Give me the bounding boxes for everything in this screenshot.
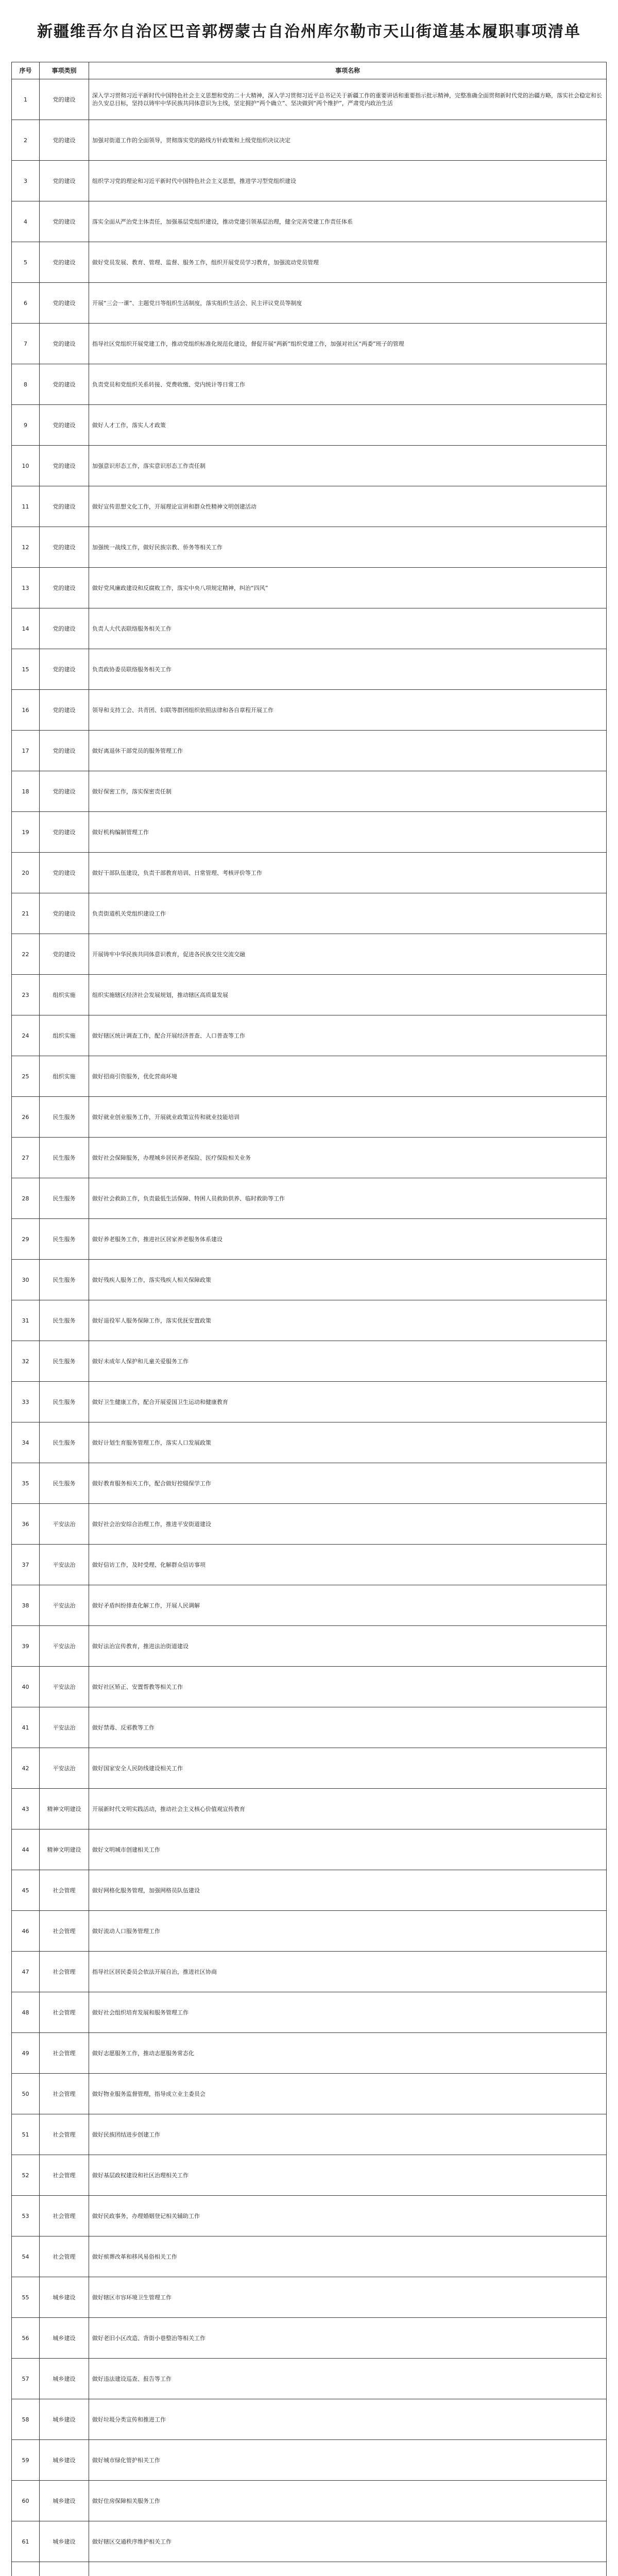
duties-table: [11, 62, 607, 2576]
row-item: 做好矛盾纠纷排查化解工作，开展人民调解: [89, 1585, 607, 1626]
row-item: 做好招商引资服务，优化营商环境: [89, 1056, 607, 1097]
row-category: 民生服务: [40, 1341, 89, 1382]
row-number: 50: [12, 2074, 40, 2114]
row-category: 党的建设: [40, 649, 89, 690]
table-row: [12, 690, 607, 731]
row-category: 民生服务: [40, 1260, 89, 1300]
row-item: 做好住房保障相关服务工作: [89, 2481, 607, 2521]
table-row: [12, 1992, 607, 2033]
row-category: 党的建设: [40, 812, 89, 853]
table-row: [12, 242, 607, 283]
row-item: 做好民族团结进步创建工作: [89, 2114, 607, 2155]
row-number: 26: [12, 1097, 40, 1138]
table-row: [12, 893, 607, 934]
row-number: 30: [12, 1260, 40, 1300]
row-item: 加强意识形态工作，落实意识形态工作责任制: [89, 446, 607, 486]
table-row: [12, 975, 607, 1015]
row-item: 指导社区党组织开展党建工作，推动党组织标准化规范化建设，督促开展“两新”组织党建工作，加强对社区“两委”班子的管理: [89, 324, 607, 364]
table-row: [12, 364, 607, 405]
row-category: 社会管理: [40, 2074, 89, 2114]
row-category: 组织实施: [40, 1056, 89, 1097]
table-row: [12, 161, 607, 201]
row-number: 10: [12, 446, 40, 486]
table-header: [12, 62, 607, 79]
row-category: 城乡建设: [40, 2440, 89, 2481]
row-number: 57: [12, 2359, 40, 2399]
row-category: 精神文明建设: [40, 1789, 89, 1829]
row-item: 做好未成年人保护和儿童关爱服务工作: [89, 1341, 607, 1382]
row-category: 城乡建设: [40, 2359, 89, 2399]
row-number: 9: [12, 405, 40, 446]
row-number: 12: [12, 527, 40, 568]
row-category: 平安法治: [40, 1748, 89, 1789]
row-category: 城乡建设: [40, 2481, 89, 2521]
row-category: 党的建设: [40, 690, 89, 731]
row-category: 党的建设: [40, 120, 89, 161]
table-row: [12, 568, 607, 608]
row-item: 做好干部队伍建设，负责干部教育培训、日常管理、考核评价等工作: [89, 853, 607, 893]
row-category: 组织实施: [40, 1015, 89, 1056]
row-number: 51: [12, 2114, 40, 2155]
table-row: [12, 2033, 607, 2074]
table-row: [12, 2277, 607, 2318]
row-category: 社会管理: [40, 1952, 89, 1992]
row-category: 党的建设: [40, 934, 89, 975]
row-category: 党的建设: [40, 324, 89, 364]
row-category: 民生服务: [40, 1219, 89, 1260]
row-item: 做好教育服务相关工作，配合做好控辍保学工作: [89, 1463, 607, 1504]
row-category: 社会管理: [40, 2114, 89, 2155]
row-category: 平安法治: [40, 1585, 89, 1626]
row-number: 23: [12, 975, 40, 1015]
table-row: [12, 405, 607, 446]
row-number: 2: [12, 120, 40, 161]
row-item: 做好老旧小区改造、背街小巷整治等相关工作: [89, 2318, 607, 2359]
row-number: 42: [12, 1748, 40, 1789]
row-category: 党的建设: [40, 608, 89, 649]
row-item: 负责政协委员联络服务相关工作: [89, 649, 607, 690]
row-item: 做好辖区市容环境卫生管理工作: [89, 2277, 607, 2318]
row-item: 做好志愿服务工作，推动志愿服务常态化: [89, 2033, 607, 2074]
header-row: [12, 62, 607, 79]
row-item: 深入学习贯彻习近平新时代中国特色社会主义思想和党的二十大精神，深入学习贯彻习近平总书记关于新疆工作的重要讲话和重要指示批示精神，完整准确全面贯彻新时代党的治疆方略，落实社会稳定和长治久安总目标，坚持以铸牢中华民族共同体意识为主线，坚定拥护“两个确立”、坚决做到“两个维护”，严肃党内政治生活: [89, 79, 607, 120]
row-number: 47: [12, 1952, 40, 1992]
table-row: [12, 527, 607, 568]
row-number: 33: [12, 1382, 40, 1422]
row-item: 做好就业创业服务工作，开展就业政策宣传和就业技能培训: [89, 1097, 607, 1138]
table-row: [12, 486, 607, 527]
row-category: 平安法治: [40, 1545, 89, 1585]
row-category: 社会管理: [40, 1992, 89, 2033]
row-item: 做好文明城市创建相关工作: [89, 1829, 607, 1870]
row-item: 做好国家安全人民防线建设相关工作: [89, 1748, 607, 1789]
row-item: 做好保密工作，落实保密责任制: [89, 771, 607, 812]
row-item: 做好殡葬改革和移风易俗相关工作: [89, 2236, 607, 2277]
row-item: 做好辖区统计调查工作，配合开展经济普查、人口普查等工作: [89, 1015, 607, 1056]
row-item: 领导和支持工会、共青团、妇联等群团组织依照法律和各自章程开展工作: [89, 690, 607, 731]
table-row: [12, 2440, 607, 2481]
table-row: [12, 1463, 607, 1504]
row-number: 14: [12, 608, 40, 649]
row-number: [12, 2562, 40, 2576]
row-category: 平安法治: [40, 1667, 89, 1707]
row-category: [40, 2562, 89, 2576]
row-number: 58: [12, 2399, 40, 2440]
row-number: 60: [12, 2481, 40, 2521]
row-number: 31: [12, 1300, 40, 1341]
row-category: 党的建设: [40, 527, 89, 568]
row-item: 开展“三会一课”、主题党日等组织生活制度，落实组织生活会、民主评议党员等制度: [89, 283, 607, 324]
row-item: 做好网格化服务管理，加强网格员队伍建设: [89, 1870, 607, 1911]
table-row: [12, 201, 607, 242]
row-number: 13: [12, 568, 40, 608]
row-number: 25: [12, 1056, 40, 1097]
table-row: [12, 283, 607, 324]
row-item: 做好卫生健康工作，配合开展爱国卫生运动和健康教育: [89, 1382, 607, 1422]
row-category: 精神文明建设: [40, 1829, 89, 1870]
row-category: 党的建设: [40, 201, 89, 242]
row-number: 53: [12, 2196, 40, 2236]
row-item: 负责街道机关党组织建设工作: [89, 893, 607, 934]
row-category: 党的建设: [40, 242, 89, 283]
row-item: 做好流动人口服务管理工作: [89, 1911, 607, 1952]
table-row: [12, 120, 607, 161]
row-number: 28: [12, 1178, 40, 1219]
table-row: [12, 2399, 607, 2440]
row-number: 61: [12, 2521, 40, 2562]
table-row: [12, 1422, 607, 1463]
row-number: 1: [12, 79, 40, 120]
row-number: 52: [12, 2155, 40, 2196]
table-row: [12, 1178, 607, 1219]
row-item: 做好养老服务工作，推进社区居家养老服务体系建设: [89, 1219, 607, 1260]
row-number: 38: [12, 1585, 40, 1626]
row-category: 党的建设: [40, 364, 89, 405]
row-number: 16: [12, 690, 40, 731]
row-number: 15: [12, 649, 40, 690]
row-item: 做好民政事务，办理婚姻登记相关辅助工作: [89, 2196, 607, 2236]
row-category: 城乡建设: [40, 2521, 89, 2562]
row-item: 做好人才工作，落实人才政策: [89, 405, 607, 446]
row-number: 36: [12, 1504, 40, 1545]
row-category: 平安法治: [40, 1707, 89, 1748]
table-row: [12, 2074, 607, 2114]
row-item: 做好信访工作，及时受理、化解群众信访事项: [89, 1545, 607, 1585]
row-category: 党的建设: [40, 853, 89, 893]
row-category: 城乡建设: [40, 2399, 89, 2440]
row-item: 做好机构编制管理工作: [89, 812, 607, 853]
row-item: 做好法治宣传教育，推进法治街道建设: [89, 1626, 607, 1667]
row-category: 城乡建设: [40, 2277, 89, 2318]
table-row: [12, 446, 607, 486]
table-row: [12, 2359, 607, 2399]
row-item: 做好计划生育服务管理工作，落实人口发展政策: [89, 1422, 607, 1463]
row-number: 5: [12, 242, 40, 283]
row-item: 做好社会治安综合治理工作，推进平安街道建设: [89, 1504, 607, 1545]
row-item: 做好党风廉政建设和反腐败工作，落实中央八项规定精神，纠治“四风”: [89, 568, 607, 608]
table-row: [12, 771, 607, 812]
table-row: [12, 1911, 607, 1952]
row-number: 34: [12, 1422, 40, 1463]
row-item: 做好垃圾分类宣传和推进工作: [89, 2399, 607, 2440]
header-category: 事项类别: [40, 62, 89, 79]
row-number: 29: [12, 1219, 40, 1260]
table-row: [12, 1870, 607, 1911]
row-category: 平安法治: [40, 1504, 89, 1545]
table-row: [12, 1504, 607, 1545]
row-number: 3: [12, 161, 40, 201]
table-row: [12, 1667, 607, 1707]
row-category: 民生服务: [40, 1422, 89, 1463]
row-category: 组织实施: [40, 975, 89, 1015]
table-row: [12, 1138, 607, 1178]
row-category: 平安法治: [40, 1626, 89, 1667]
row-item: 做好物业服务监督管理，指导成立业主委员会: [89, 2074, 607, 2114]
row-number: 27: [12, 1138, 40, 1178]
table-row: [12, 2481, 607, 2521]
row-number: 56: [12, 2318, 40, 2359]
table-row: [12, 2155, 607, 2196]
row-item: 负责人大代表联络服务相关工作: [89, 608, 607, 649]
row-number: 21: [12, 893, 40, 934]
row-number: 46: [12, 1911, 40, 1952]
row-item: 负责党员和党组织关系转接、党费收缴、党内统计等日常工作: [89, 364, 607, 405]
row-number: 37: [12, 1545, 40, 1585]
table-row: [12, 79, 607, 120]
row-category: 社会管理: [40, 2033, 89, 2074]
row-category: 民生服务: [40, 1382, 89, 1422]
row-category: 城乡建设: [40, 2318, 89, 2359]
row-item: 开展铸牢中华民族共同体意识教育，促进各民族交往交流交融: [89, 934, 607, 975]
row-item: 做好党员发展、教育、管理、监督、服务工作，组织开展党员学习教育，加强流动党员管理: [89, 242, 607, 283]
row-item: 组织学习党的理论和习近平新时代中国特色社会主义思想，推进学习型党组织建设: [89, 161, 607, 201]
row-category: 党的建设: [40, 446, 89, 486]
row-category: 社会管理: [40, 1911, 89, 1952]
table-row: [12, 1829, 607, 1870]
table-row: [12, 1626, 607, 1667]
row-number: 11: [12, 486, 40, 527]
row-item: 做好退役军人服务保障工作，落实优抚安置政策: [89, 1300, 607, 1341]
row-item: 做好辖区交通秩序维护相关工作: [89, 2521, 607, 2562]
row-item: 做好离退休干部党员的服务管理工作: [89, 731, 607, 771]
row-number: 19: [12, 812, 40, 853]
table-body: [12, 79, 607, 2576]
row-category: 民生服务: [40, 1178, 89, 1219]
row-number: 7: [12, 324, 40, 364]
table-row: [12, 1097, 607, 1138]
table-row: [12, 649, 607, 690]
row-number: 48: [12, 1992, 40, 2033]
row-number: 4: [12, 201, 40, 242]
row-number: 41: [12, 1707, 40, 1748]
table-row: [12, 2196, 607, 2236]
table-row: [12, 2318, 607, 2359]
row-number: 49: [12, 2033, 40, 2074]
row-number: 18: [12, 771, 40, 812]
table-row: [12, 1748, 607, 1789]
table-row: [12, 1015, 607, 1056]
row-number: 40: [12, 1667, 40, 1707]
document-title: 新疆维吾尔自治区巴音郭楞蒙古自治州库尔勒市天山街道基本履职事项清单: [37, 23, 581, 41]
row-category: 党的建设: [40, 486, 89, 527]
row-number: 59: [12, 2440, 40, 2481]
row-number: 20: [12, 853, 40, 893]
row-number: 35: [12, 1463, 40, 1504]
row-item: 做好残疾人服务工作，落实残疾人相关保障政策: [89, 1260, 607, 1300]
row-category: 党的建设: [40, 405, 89, 446]
row-category: 民生服务: [40, 1097, 89, 1138]
row-number: 17: [12, 731, 40, 771]
row-item: 做好社会保障服务，办理城乡居民养老保险、医疗保险相关业务: [89, 1138, 607, 1178]
table-row: [12, 1789, 607, 1829]
row-number: 39: [12, 1626, 40, 1667]
row-category: 民生服务: [40, 1463, 89, 1504]
row-item: 做好禁毒、反邪教等工作: [89, 1707, 607, 1748]
row-category: 党的建设: [40, 79, 89, 120]
table-row: [12, 1545, 607, 1585]
table-row: [12, 2521, 607, 2562]
row-number: 22: [12, 934, 40, 975]
table-row: [12, 1382, 607, 1422]
row-number: 24: [12, 1015, 40, 1056]
table-row: [12, 324, 607, 364]
table-row: [12, 1300, 607, 1341]
row-item: 做好宣传思想文化工作，开展理论宣讲和群众性精神文明创建活动: [89, 486, 607, 527]
row-category: 党的建设: [40, 161, 89, 201]
row-category: 社会管理: [40, 2155, 89, 2196]
row-item: 做好城市绿化管护相关工作: [89, 2440, 607, 2481]
row-category: 社会管理: [40, 1870, 89, 1911]
row-number: 54: [12, 2236, 40, 2277]
row-category: 党的建设: [40, 568, 89, 608]
row-category: 党的建设: [40, 283, 89, 324]
row-item: 做好社区矫正、安置帮教等相关工作: [89, 1667, 607, 1707]
table-row: [12, 608, 607, 649]
table-row: [12, 853, 607, 893]
row-item: 做好基层政权建设和社区治理相关工作: [89, 2155, 607, 2196]
row-number: 55: [12, 2277, 40, 2318]
row-item: 指导社区居民委员会依法开展自治，推进社区协商: [89, 1952, 607, 1992]
row-item: 做好社会组织培育发展和服务管理工作: [89, 1992, 607, 2033]
row-number: 6: [12, 283, 40, 324]
row-item: 组织实施辖区经济社会发展规划，推动辖区高质量发展: [89, 975, 607, 1015]
table-row: [12, 2236, 607, 2277]
row-category: 社会管理: [40, 2236, 89, 2277]
table-row: [12, 1341, 607, 1382]
row-item: [89, 2562, 607, 2576]
row-category: 党的建设: [40, 893, 89, 934]
row-item: 开展新时代文明实践活动，推动社会主义核心价值观宣传教育: [89, 1789, 607, 1829]
row-number: 44: [12, 1829, 40, 1870]
table-row: [12, 1056, 607, 1097]
row-item: 做好社会救助工作，负责最低生活保障、特困人员救助供养、临时救助等工作: [89, 1178, 607, 1219]
table-row: [12, 812, 607, 853]
row-item: 加强统一战线工作，做好民族宗教、侨务等相关工作: [89, 527, 607, 568]
row-category: 党的建设: [40, 771, 89, 812]
table-row: [12, 1585, 607, 1626]
table-row: [12, 731, 607, 771]
row-category: 民生服务: [40, 1300, 89, 1341]
table-row: [12, 1260, 607, 1300]
row-number: 32: [12, 1341, 40, 1382]
table-row: [12, 1952, 607, 1992]
table-row: [12, 1707, 607, 1748]
table-row: [12, 934, 607, 975]
row-item: 做好违法建设巡查、报告等工作: [89, 2359, 607, 2399]
header-item: 事项名称: [89, 62, 607, 79]
row-item: 加强对街道工作的全面领导，贯彻落实党的路线方针政策和上级党组织决议决定: [89, 120, 607, 161]
row-category: 党的建设: [40, 731, 89, 771]
row-item: 落实全面从严治党主体责任，加强基层党组织建设，推动党建引领基层治理，健全完善党建工作责任体系: [89, 201, 607, 242]
row-category: 民生服务: [40, 1138, 89, 1178]
header-no: 序号: [12, 62, 40, 79]
table-row: [12, 2114, 607, 2155]
row-number: 45: [12, 1870, 40, 1911]
row-category: 社会管理: [40, 2196, 89, 2236]
row-number: 43: [12, 1789, 40, 1829]
row-number: 8: [12, 364, 40, 405]
table-row: [12, 1219, 607, 1260]
table-row: [12, 2562, 607, 2576]
